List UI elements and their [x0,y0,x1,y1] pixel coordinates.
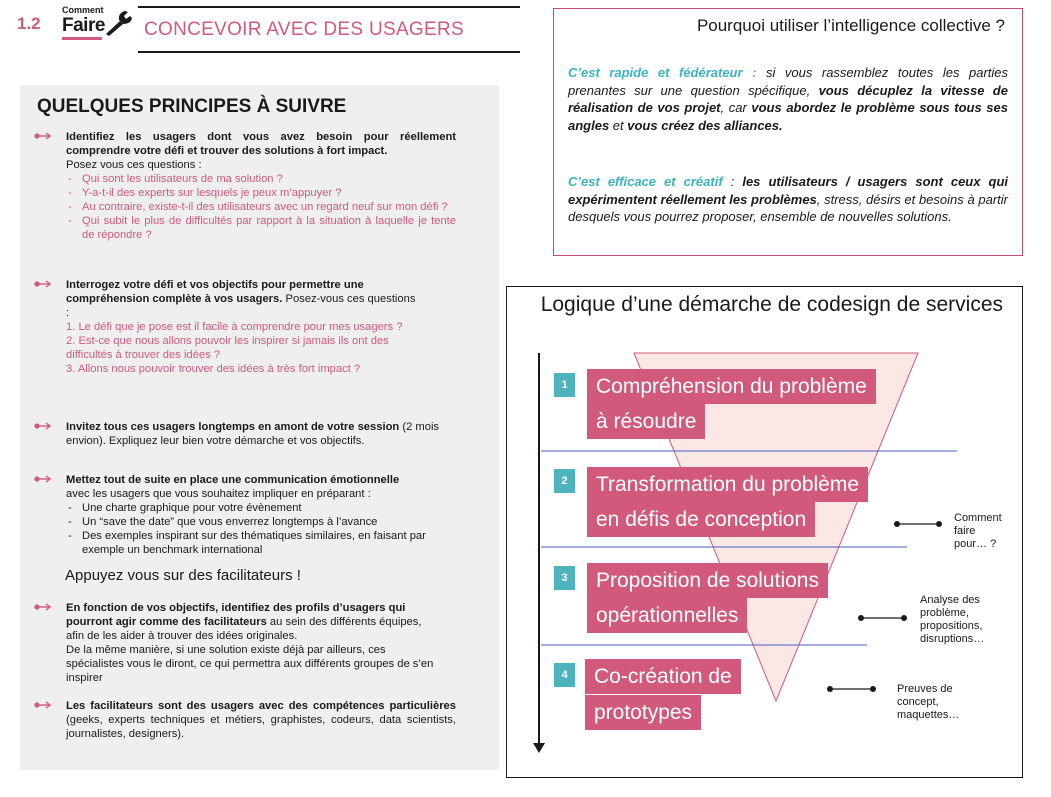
section-number: 1.2 [17,14,41,33]
step-2-label-line1: Transformation du problème [587,467,868,502]
question-item: 1. Le défi que je pose est il facile à comprendre pour mes usagers ? [66,321,403,333]
step-number-3: 3 [554,566,575,590]
list-item: - Des exemples inspirant sur des thématiques similaires, en faisant par exemple un benchmark international [66,529,451,557]
why-p1-lead: C’est rapide et fédérateur : [568,65,757,80]
why-p1-bold: vous créez des alliances. [627,117,783,133]
side-note-line: Preuves de [897,683,953,695]
codesign-diagram [506,286,1023,778]
note-dot [894,521,900,527]
note-dot [858,615,864,621]
step-3-label-line1: Proposition de solutions [587,563,828,598]
arrow-bullet-icon [34,701,52,709]
side-note-line: disruptions… [920,633,985,645]
question-item: - Qui sont les utilisateurs de ma solution ? [66,172,456,186]
principle-3-bold: Invitez tous ces usagers longtemps en amont de votre session [66,421,400,433]
principles-title: QUELQUES PRINCIPES À SUIVRE [37,96,347,117]
note-dot [936,521,942,527]
principle-4-text: avec les usagers que vous souhaitez impliquer en préparant : [66,488,371,500]
why-p2-bold: les utilisateurs / usagers sont ceux qui expérimentent réellement les problèmes [568,174,1009,207]
why-p1-text: , car [720,100,752,115]
arrow-bullet-icon [34,132,52,140]
why-p1-bold: vous abordez le problème sous tous ses angles [568,100,1008,133]
side-note-line: propositions, [920,620,983,632]
why-paragraph-2 [568,173,1008,226]
logo-small-text: Comment [62,5,104,15]
side-note-3 [897,683,959,722]
why-p2-text: , stress, désirs et besoins à partir desquels vous pourrez proposer, ensemble de nouvelles solutions. [568,191,1008,224]
principle-5 [36,601,436,685]
principle-3 [36,420,454,448]
question-item: - Qui subit le plus de difficultés par rapport à la situation à laquelle je tente de répondre ? [66,214,456,242]
principle-1 [36,130,456,242]
step-number-4: 4 [554,663,575,687]
why-paragraph-1 [568,64,1008,134]
question-item: - Au contraire, existe-t-il des utilisateurs avec un regard neuf sur mon défi ? [66,200,456,214]
list-item: - Un “save the date” que vous enverrez longtemps à l’avance [66,515,451,529]
step-number-1: 1 [554,373,575,397]
arrow-bullet-icon [34,422,52,430]
principle-6-text: (geeks, experts techniques et métiers, graphistes, codeurs, data scientists, journalistes, designers). [66,714,456,740]
why-p1-text: et [609,117,628,133]
why-p1-bold: vous décuplez la vitesse de réalisation de vos projet [568,82,1008,115]
wrench-icon [104,10,134,36]
side-note-line: maquettes… [897,709,960,721]
side-note-2 [920,594,984,646]
principle-1-intro: Posez vous ces questions : [66,159,202,171]
timeline-arrowhead [533,743,545,753]
principle-5-text2: De la même manière, si une solution existe déjà par ailleurs, ces spécialistes vous le diront, ce qui permettra aux différents groupes de s’en inspirer [66,644,434,684]
question-item: 2. Est-ce que nous allons pouvoir les inspirer si jamais ils ont des difficultés à trouver des idées ? [66,335,389,361]
principle-2 [36,278,416,376]
principle-6-bold: Les facilitateurs sont des usagers avec des compétences particulières [66,700,456,712]
principle-5-text: au sein des différents équipes, afin de les aider à trouver des idées originales. [66,616,422,642]
arrow-bullet-icon [34,475,52,483]
step-number-2: 2 [554,469,575,493]
codesign-title: Logique d’une démarche de codesign de services [540,293,1003,316]
list-item: - Une charte graphique pour votre évènement [66,501,451,515]
logo-big-text: Faire [62,15,105,36]
step-4-label-line1: Co-création de [585,659,741,694]
step-2-label-line2: en défis de conception [587,502,815,537]
principle-4-bold: Mettez tout de suite en place une communication émotionnelle [66,474,400,486]
principle-4 [36,473,451,557]
why-title: Pourquoi utiliser l’intelligence collective ? [696,16,1005,35]
arrow-bullet-icon [34,603,52,611]
page-title-bar [138,6,520,53]
question-item: - Y-a-t-il des experts sur lesquels je peux m’appuyer ? [66,186,456,200]
why-p2-lead: C’est efficace et créatif [568,174,723,189]
side-note-line: pour… ? [954,538,997,550]
side-note-line: Comment [954,512,1002,524]
principle-6 [36,699,456,741]
principle-4-items [66,501,451,557]
side-note-line: problème, [920,607,969,619]
principle-3-text: (2 mois envion). Expliquez leur bien votre démarche et vos objectifs. [66,421,440,447]
why-p2-text: : [722,174,743,189]
step-3-label-line2: opérationnelles [587,598,747,633]
logo-underline [62,37,102,40]
principle-2-intro: Posez-vous ces questions : [66,293,416,319]
arrow-bullet-icon [34,280,52,288]
why-collective-intelligence-box [553,8,1023,256]
principle-1-bold: Identifiez les usagers dont vous avez besoin pour réellement comprendre votre défi et trouver des solutions à fort impact. [66,131,456,157]
side-note-line: concept, [897,696,939,708]
note-dot [901,615,907,621]
facilitators-title: Appuyez vous sur des facilitateurs ! [65,567,301,584]
note-dot [827,686,833,692]
step-1-label-line2: à résoudre [587,404,705,439]
principle-2-bold: Interrogez votre défi et vos objectifs pour permettre une compréhension complète à vos usagers. [66,279,364,305]
side-note-1 [954,512,1002,551]
side-note-line: Analyse des [920,594,980,606]
step-4-label-line2: prototypes [585,695,701,730]
side-note-line: faire [954,525,976,537]
principle-1-questions [66,172,456,242]
note-dot [870,686,876,692]
why-p1-text: si vous rassemblez toutes les parties prenantes sur une question spécifique, [568,65,1008,98]
comment-faire-logo [60,2,134,40]
step-1-label-line1: Compréhension du problème [587,369,876,404]
page-title: CONCEVOIR AVEC DES USAGERS [144,19,464,40]
question-item: 3. Allons nous pouvoir trouver des idées à très fort impact ? [66,363,361,375]
principle-5-bold: En fonction de vos objectifs, identifiez des profils d’usagers qui pourront agir comme des facilitateurs [66,602,406,628]
